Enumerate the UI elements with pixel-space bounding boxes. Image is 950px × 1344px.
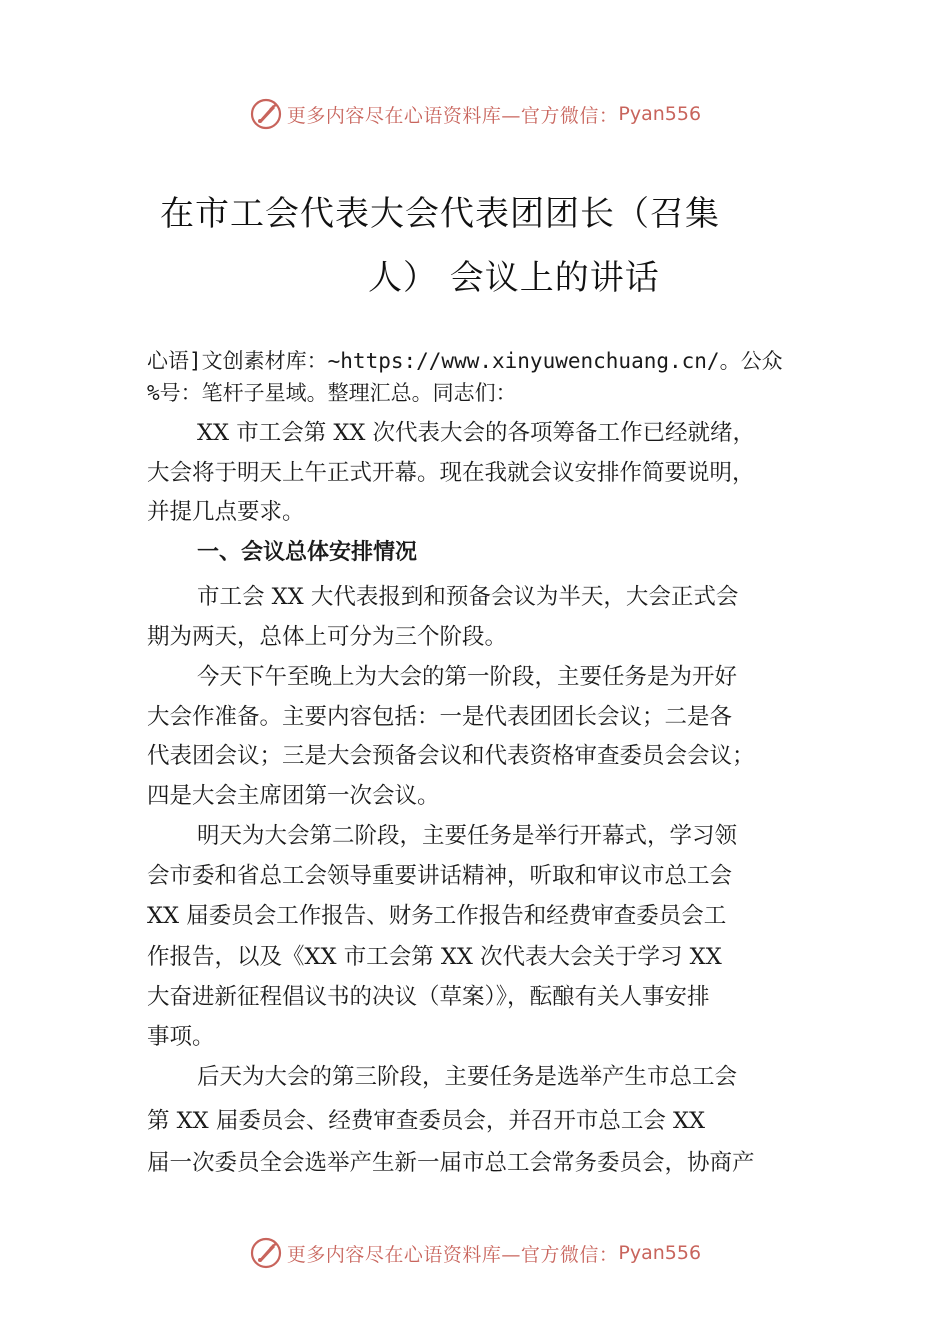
paragraph-4-line-1: 明天为大会第二阶段，主要任务是举行开幕式，学习领 [197,823,738,849]
paragraph-1-line-1: XX 市工会第 XX 次代表大会的各项筹备工作已经就绪， [197,420,756,446]
banner-text: 更多内容尽在心语资料库—官方微信： [286,104,619,127]
paragraph-4-line-4: 作报告，以及《XX 市工会第 XX 次代表大会关于学习 XX [147,944,722,970]
paragraph-4-line-6: 事项。 [147,1024,215,1050]
paragraph-4-line-3: XX 届委员会工作报告、财务工作报告和经费审查委员会工 [147,903,727,929]
document-title-line-1: 在市工会代表大会代表团团长（召集 [160,194,720,234]
paragraph-2-line-1: 市工会 XX 大代表报到和预备会议为半天，大会正式会 [197,584,739,610]
paragraph-3-line-3: 代表团会议；三是大会预备会议和代表资格审查委员会会议； [147,743,755,769]
paragraph-3-line-4: 四是大会主席团第一次会议。 [147,783,440,809]
paragraph-3-line-2: 大会作准备。主要内容包括：一是代表团团长会议；二是各 [147,704,733,730]
banner-wechat-id: Pyan556 [618,1242,702,1264]
section-heading-1: 一、会议总体安排情况 [197,540,418,565]
document-title-line-2: 人） 会议上的讲话 [368,258,660,298]
header-banner [0,94,950,134]
source-line-1: 心语]文创素材库：~https://www.xinyuwenchuang.cn/。公众 [147,349,783,373]
quill-logo-icon [249,1236,283,1270]
paragraph-1-line-3: 并提几点要求。 [147,499,305,525]
footer-banner [0,1233,950,1273]
paragraph-5-line-1: 后天为大会的第三阶段，主要任务是选举产生市总工会 [197,1064,738,1090]
paragraph-4-line-2: 会市委和省总工会领导重要讲话精神，听取和审议市总工会 [147,863,733,889]
paragraph-2-line-2: 期为两天，总体上可分为三个阶段。 [147,624,508,650]
source-line-2: %号：笔杆子星域。整理汇总。同志们： [147,381,517,405]
paragraph-4-line-5: 大奋进新征程倡议书的决议（草案）》，酝酿有关人事安排 [147,984,710,1010]
paragraph-3-line-1: 今天下午至晚上为大会的第一阶段，主要任务是为开好 [197,664,738,690]
paragraph-5-line-3: 届一次委员全会选举产生新一届市总工会常务委员会，协商产 [147,1150,755,1176]
banner-text: 更多内容尽在心语资料库—官方微信： [286,1243,619,1266]
banner-wechat-id: Pyan556 [618,103,702,125]
paragraph-1-line-2: 大会将于明天上午正式开幕。现在我就会议安排作简要说明， [147,460,755,486]
quill-logo-icon [249,97,283,131]
paragraph-5-line-2: 第 XX 届委员会、经费审查委员会，并召开市总工会 XX [147,1108,706,1134]
